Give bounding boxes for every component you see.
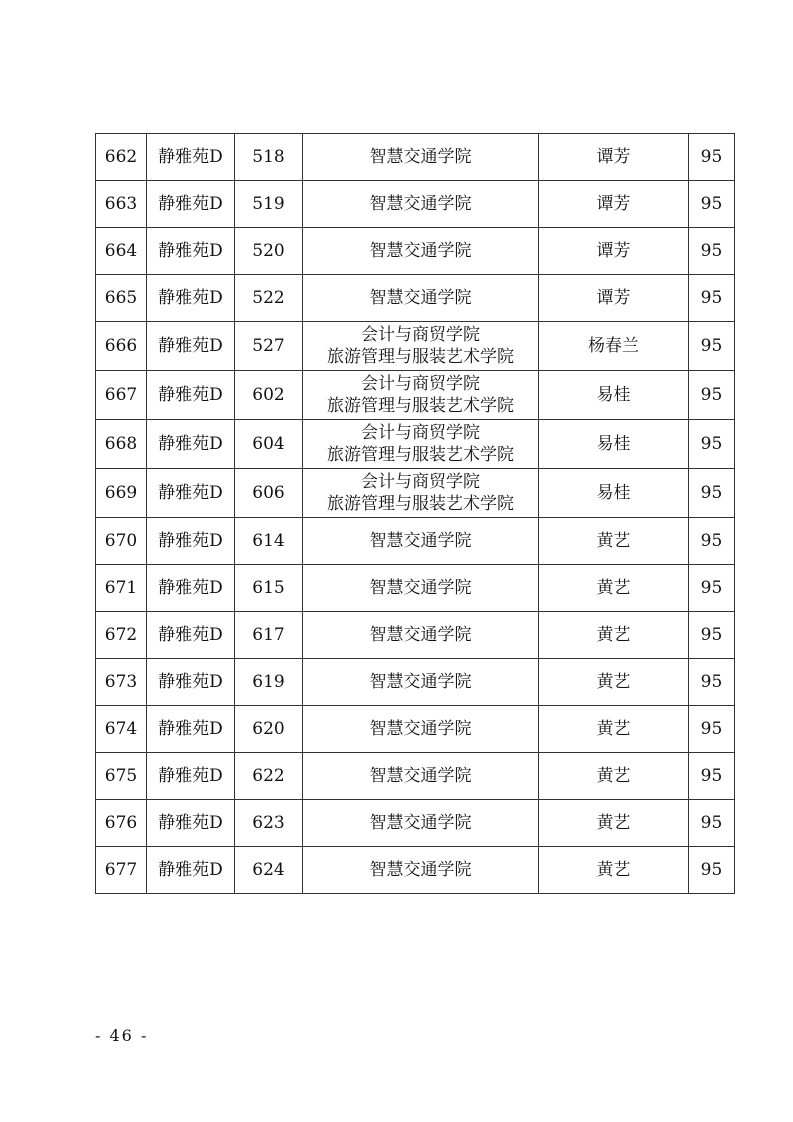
row-number-cell: 676 bbox=[96, 800, 147, 847]
college-name: 会计与商贸学院 bbox=[361, 423, 480, 443]
college-cell bbox=[303, 275, 539, 322]
row-number-cell: 673 bbox=[96, 659, 147, 706]
row-number-cell: 670 bbox=[96, 518, 147, 565]
table-row bbox=[96, 228, 735, 275]
college-name: 智慧交通学院 bbox=[369, 288, 472, 308]
room-cell: 604 bbox=[235, 420, 303, 469]
person-cell: 黄艺 bbox=[539, 800, 689, 847]
dormitory-score-table bbox=[95, 133, 735, 894]
table-row bbox=[96, 469, 735, 518]
room-cell: 620 bbox=[235, 706, 303, 753]
room-cell: 522 bbox=[235, 275, 303, 322]
score-cell: 95 bbox=[689, 753, 735, 800]
room-cell: 622 bbox=[235, 753, 303, 800]
score-cell: 95 bbox=[689, 800, 735, 847]
table-row bbox=[96, 800, 735, 847]
row-number-cell: 665 bbox=[96, 275, 147, 322]
score-cell: 95 bbox=[689, 275, 735, 322]
college-name: 智慧交通学院 bbox=[369, 719, 472, 739]
building-cell: 静雅苑D bbox=[147, 753, 235, 800]
room-cell: 623 bbox=[235, 800, 303, 847]
table-row bbox=[96, 134, 735, 181]
table-row bbox=[96, 753, 735, 800]
college-name: 会计与商贸学院 bbox=[361, 472, 480, 492]
college-name: 智慧交通学院 bbox=[369, 672, 472, 692]
row-number-cell: 663 bbox=[96, 181, 147, 228]
score-cell: 95 bbox=[689, 518, 735, 565]
room-cell: 527 bbox=[235, 322, 303, 371]
college-cell bbox=[303, 706, 539, 753]
table-row bbox=[96, 518, 735, 565]
person-cell: 黄艺 bbox=[539, 753, 689, 800]
building-cell: 静雅苑D bbox=[147, 565, 235, 612]
college-name: 智慧交通学院 bbox=[369, 860, 472, 880]
college-name: 智慧交通学院 bbox=[369, 194, 472, 214]
college-name: 旅游管理与服装艺术学院 bbox=[327, 396, 514, 416]
person-cell: 谭芳 bbox=[539, 181, 689, 228]
row-number-cell: 669 bbox=[96, 469, 147, 518]
table-row bbox=[96, 420, 735, 469]
score-cell: 95 bbox=[689, 322, 735, 371]
score-cell: 95 bbox=[689, 228, 735, 275]
college-cell bbox=[303, 659, 539, 706]
person-cell: 杨春兰 bbox=[539, 322, 689, 371]
person-cell: 易桂 bbox=[539, 371, 689, 420]
college-name: 智慧交通学院 bbox=[369, 531, 472, 551]
room-cell: 518 bbox=[235, 134, 303, 181]
building-cell: 静雅苑D bbox=[147, 800, 235, 847]
building-cell: 静雅苑D bbox=[147, 706, 235, 753]
college-name: 智慧交通学院 bbox=[369, 625, 472, 645]
person-cell: 谭芳 bbox=[539, 275, 689, 322]
room-cell: 606 bbox=[235, 469, 303, 518]
building-cell: 静雅苑D bbox=[147, 275, 235, 322]
room-cell: 614 bbox=[235, 518, 303, 565]
table-row bbox=[96, 322, 735, 371]
score-cell: 95 bbox=[689, 565, 735, 612]
person-cell: 谭芳 bbox=[539, 134, 689, 181]
score-cell: 95 bbox=[689, 181, 735, 228]
college-name: 智慧交通学院 bbox=[369, 147, 472, 167]
building-cell: 静雅苑D bbox=[147, 322, 235, 371]
building-cell: 静雅苑D bbox=[147, 228, 235, 275]
person-cell: 黄艺 bbox=[539, 706, 689, 753]
building-cell: 静雅苑D bbox=[147, 181, 235, 228]
college-cell bbox=[303, 847, 539, 894]
building-cell: 静雅苑D bbox=[147, 371, 235, 420]
row-number-cell: 667 bbox=[96, 371, 147, 420]
college-cell bbox=[303, 612, 539, 659]
college-cell bbox=[303, 565, 539, 612]
college-cell bbox=[303, 420, 539, 469]
score-cell: 95 bbox=[689, 612, 735, 659]
row-number-cell: 662 bbox=[96, 134, 147, 181]
college-cell bbox=[303, 371, 539, 420]
college-name: 旅游管理与服装艺术学院 bbox=[327, 494, 514, 514]
college-name: 会计与商贸学院 bbox=[361, 374, 480, 394]
room-cell: 619 bbox=[235, 659, 303, 706]
building-cell: 静雅苑D bbox=[147, 420, 235, 469]
room-cell: 519 bbox=[235, 181, 303, 228]
table-row bbox=[96, 371, 735, 420]
college-name: 智慧交通学院 bbox=[369, 578, 472, 598]
college-name: 旅游管理与服装艺术学院 bbox=[327, 445, 514, 465]
table-row bbox=[96, 275, 735, 322]
row-number-cell: 671 bbox=[96, 565, 147, 612]
row-number-cell: 674 bbox=[96, 706, 147, 753]
building-cell: 静雅苑D bbox=[147, 134, 235, 181]
building-cell: 静雅苑D bbox=[147, 659, 235, 706]
score-cell: 95 bbox=[689, 134, 735, 181]
person-cell: 黄艺 bbox=[539, 518, 689, 565]
college-cell bbox=[303, 800, 539, 847]
page-number: - 46 - bbox=[95, 1026, 149, 1045]
row-number-cell: 664 bbox=[96, 228, 147, 275]
table-row bbox=[96, 659, 735, 706]
building-cell: 静雅苑D bbox=[147, 847, 235, 894]
table-row bbox=[96, 565, 735, 612]
score-cell: 95 bbox=[689, 706, 735, 753]
building-cell: 静雅苑D bbox=[147, 612, 235, 659]
college-cell bbox=[303, 134, 539, 181]
row-number-cell: 666 bbox=[96, 322, 147, 371]
table-row bbox=[96, 181, 735, 228]
person-cell: 易桂 bbox=[539, 420, 689, 469]
table-body bbox=[96, 134, 735, 894]
score-cell: 95 bbox=[689, 659, 735, 706]
person-cell: 黄艺 bbox=[539, 847, 689, 894]
room-cell: 615 bbox=[235, 565, 303, 612]
college-name: 智慧交通学院 bbox=[369, 813, 472, 833]
college-cell bbox=[303, 228, 539, 275]
table-row bbox=[96, 706, 735, 753]
college-cell bbox=[303, 181, 539, 228]
building-cell: 静雅苑D bbox=[147, 469, 235, 518]
college-name: 智慧交通学院 bbox=[369, 766, 472, 786]
building-cell: 静雅苑D bbox=[147, 518, 235, 565]
room-cell: 520 bbox=[235, 228, 303, 275]
college-cell bbox=[303, 469, 539, 518]
person-cell: 黄艺 bbox=[539, 612, 689, 659]
row-number-cell: 668 bbox=[96, 420, 147, 469]
table-row bbox=[96, 612, 735, 659]
score-cell: 95 bbox=[689, 847, 735, 894]
row-number-cell: 677 bbox=[96, 847, 147, 894]
college-name: 旅游管理与服装艺术学院 bbox=[327, 347, 514, 367]
score-cell: 95 bbox=[689, 469, 735, 518]
room-cell: 617 bbox=[235, 612, 303, 659]
person-cell: 谭芳 bbox=[539, 228, 689, 275]
person-cell: 黄艺 bbox=[539, 565, 689, 612]
score-cell: 95 bbox=[689, 371, 735, 420]
table-row bbox=[96, 847, 735, 894]
row-number-cell: 675 bbox=[96, 753, 147, 800]
college-cell bbox=[303, 518, 539, 565]
college-name: 智慧交通学院 bbox=[369, 241, 472, 261]
score-cell: 95 bbox=[689, 420, 735, 469]
person-cell: 易桂 bbox=[539, 469, 689, 518]
college-cell bbox=[303, 753, 539, 800]
college-cell bbox=[303, 322, 539, 371]
person-cell: 黄艺 bbox=[539, 659, 689, 706]
room-cell: 602 bbox=[235, 371, 303, 420]
room-cell: 624 bbox=[235, 847, 303, 894]
row-number-cell: 672 bbox=[96, 612, 147, 659]
college-name: 会计与商贸学院 bbox=[361, 325, 480, 345]
